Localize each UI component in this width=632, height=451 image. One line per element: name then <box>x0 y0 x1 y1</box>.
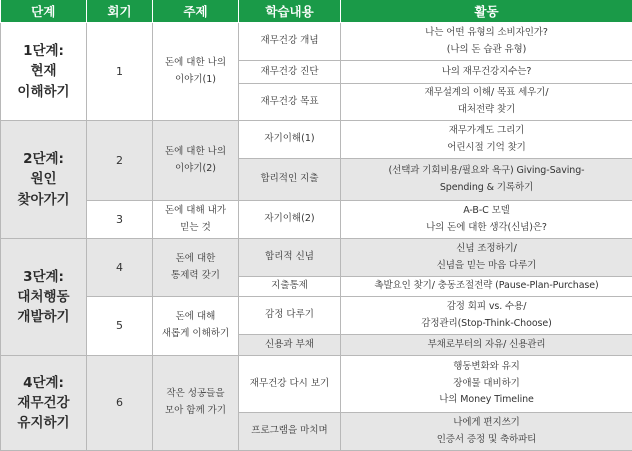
stage-cell <box>1 23 87 121</box>
stage-label: 원인 <box>3 169 84 189</box>
activity-cell <box>341 61 632 84</box>
activity-line: 재무설계의 이해/ 목표 세우기/ <box>343 85 630 102</box>
session-number: 6 <box>87 356 153 451</box>
content-cell: 재무건강 다시 보기 <box>239 356 341 413</box>
activity-line: 나에게 편지쓰기 <box>343 415 630 432</box>
session-topic <box>153 121 239 201</box>
activity-line: 촉발요인 찾기/ 충동조절전략 (Pause-Plan-Purchase) <box>343 278 630 295</box>
topic-line: 돈에 대한 나의 <box>155 144 236 161</box>
activity-line: 부채로부터의 자유/ 신용관리 <box>343 337 630 354</box>
content-cell: 합리적 신념 <box>239 239 341 277</box>
activity-line: A-B-C 모델 <box>343 203 630 220</box>
activity-cell <box>341 159 632 201</box>
topic-line: 이야기(1) <box>155 72 236 89</box>
stage-label: 1단계: <box>3 41 84 61</box>
activity-cell <box>341 297 632 335</box>
content-cell: 합리적인 지출 <box>239 159 341 201</box>
table-row <box>1 297 632 335</box>
session-topic <box>153 356 239 451</box>
stage-cell <box>1 239 87 356</box>
stage-label: 재무건강 <box>3 393 84 413</box>
activity-line: 인증서 증정 및 축하파티 <box>343 432 630 449</box>
activity-line: 감정관리(Stop-Think-Choose) <box>343 316 630 333</box>
stage-label: 유지하기 <box>3 413 84 433</box>
stage-cell <box>1 356 87 451</box>
header-content: 학습내용 <box>239 0 341 23</box>
session-topic <box>153 297 239 356</box>
content-cell: 감정 다루기 <box>239 297 341 335</box>
content-cell: 신용과 부채 <box>239 335 341 356</box>
table-row <box>1 201 632 239</box>
table-row <box>1 356 632 413</box>
stage-label: 3단계: <box>3 267 84 287</box>
activity-line: 신념을 믿는 마음 다루기 <box>343 258 630 275</box>
stage-cell <box>1 121 87 239</box>
session-number: 4 <box>87 239 153 297</box>
content-cell: 재무건강 진단 <box>239 61 341 84</box>
activity-line: (선택과 기회비용/필요와 욕구) Giving-Saving- <box>343 163 630 180</box>
stage-label: 이해하기 <box>3 82 84 102</box>
topic-line: 돈에 대해 <box>155 309 236 326</box>
session-topic <box>153 239 239 297</box>
topic-line: 믿는 것 <box>155 220 236 237</box>
topic-line: 새롭게 이해하기 <box>155 326 236 343</box>
activity-line: 나의 Money Timeline <box>343 392 630 409</box>
activity-line: 신념 조정하기/ <box>343 241 630 258</box>
activity-cell <box>341 121 632 159</box>
session-topic <box>153 23 239 121</box>
header-topic: 주제 <box>153 0 239 23</box>
table-row <box>1 121 632 159</box>
header-stage: 단계 <box>1 0 87 23</box>
activity-line: 나는 어떤 유형의 소비자인가? <box>343 25 630 42</box>
content-cell: 프로그램을 마치며 <box>239 413 341 451</box>
table-row <box>1 23 632 61</box>
topic-line: 이야기(2) <box>155 161 236 178</box>
topic-line: 돈에 대한 <box>155 251 236 268</box>
activity-cell <box>341 239 632 277</box>
stage-label: 4단계: <box>3 373 84 393</box>
activity-cell <box>341 23 632 61</box>
activity-cell <box>341 356 632 413</box>
activity-line: 나의 돈에 대한 생각(신념)은? <box>343 220 630 237</box>
activity-cell <box>341 201 632 239</box>
session-number: 1 <box>87 23 153 121</box>
stage-label: 찾아가기 <box>3 190 84 210</box>
activity-line: (나의 돈 습관 유형) <box>343 42 630 59</box>
content-cell: 자기이해(1) <box>239 121 341 159</box>
header-session: 회기 <box>87 0 153 23</box>
activity-line: 행동변화와 유지 <box>343 359 630 376</box>
content-cell: 지출통제 <box>239 277 341 297</box>
activity-line: 재무가계도 그리기 <box>343 123 630 140</box>
stage-label: 현재 <box>3 61 84 81</box>
stage-label: 대처행동 <box>3 287 84 307</box>
stage-label: 2단계: <box>3 149 84 169</box>
stage-label: 개발하기 <box>3 307 84 327</box>
header-activity: 활동 <box>341 0 632 23</box>
topic-line: 돈에 대해 내가 <box>155 203 236 220</box>
topic-line: 모아 함께 가기 <box>155 403 236 420</box>
session-number: 3 <box>87 201 153 239</box>
activity-line: 나의 재무건강지수는? <box>343 64 630 81</box>
activity-cell <box>341 277 632 297</box>
activity-cell <box>341 335 632 356</box>
topic-line: 작은 성공들을 <box>155 386 236 403</box>
content-cell: 재무건강 개념 <box>239 23 341 61</box>
content-cell: 자기이해(2) <box>239 201 341 239</box>
content-cell: 재무건강 목표 <box>239 84 341 121</box>
activity-line: Spending & 기록하기 <box>343 180 630 197</box>
topic-line: 통제력 갖기 <box>155 268 236 285</box>
activity-line: 어린시절 기억 찾기 <box>343 140 630 157</box>
session-topic <box>153 201 239 239</box>
table-row <box>1 239 632 277</box>
session-number: 5 <box>87 297 153 356</box>
activity-line: 대처전략 찾기 <box>343 102 630 119</box>
activity-cell <box>341 413 632 451</box>
header-row <box>1 0 632 23</box>
activity-line: 장애물 대비하기 <box>343 376 630 393</box>
topic-line: 돈에 대한 나의 <box>155 55 236 72</box>
activity-line: 감정 회피 vs. 수용/ <box>343 299 630 316</box>
activity-cell <box>341 84 632 121</box>
session-number: 2 <box>87 121 153 201</box>
